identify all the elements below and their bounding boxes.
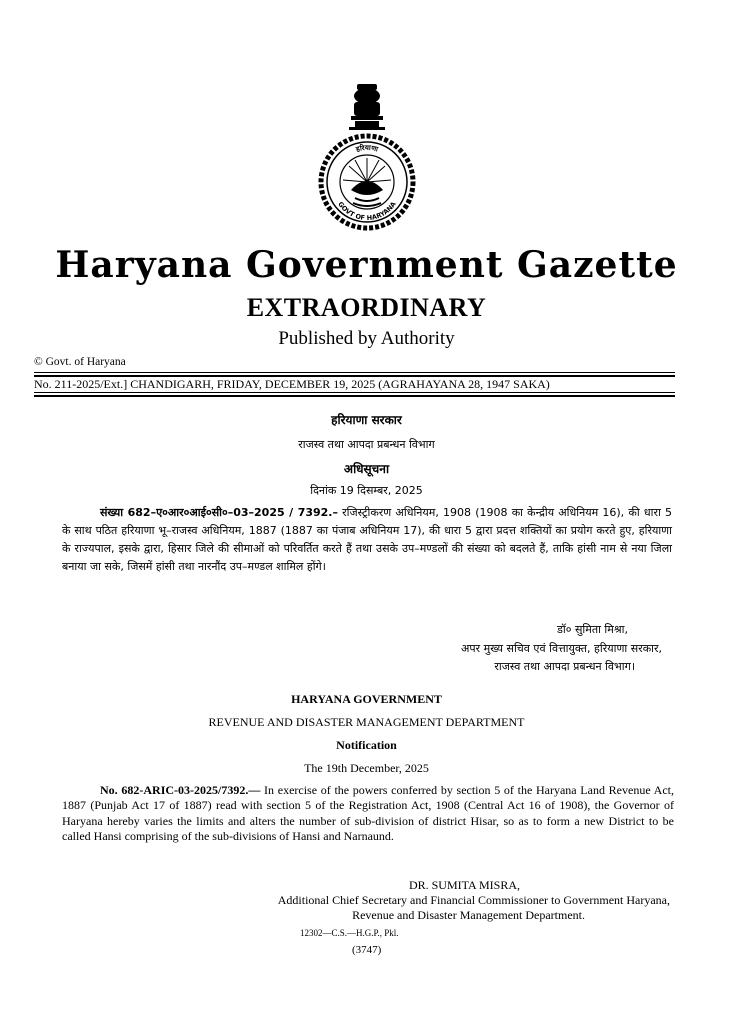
english-notification-text: In exercise of the powers conferred by section 5 of the Haryana Land Revenue Act, 1887 (Punjab Act 17 of 1887) read with section 5 of the Registration Act, 1908 (Central Act 16 of 1908), the Governor of Haryana hereby varies the limits and alters the number of sub-division of district Hisar, so as to form a new District to be called Hansi comprising of the sub-divisions of Hansi and Narnaund. bbox=[62, 783, 675, 844]
copyright: © Govt. of Haryana bbox=[34, 356, 126, 368]
hindi-notification-text: रजिस्ट्रीकरण अधिनियम, 1908 (1908 का केन्द्रीय अधिनियम 16), की धारा 5 के साथ पठित हरियाणा भू–राजस्व अधिनियम, 1887 (1887 का पंजाब अधिनियम 17), की धारा 5 द्वारा प्रदत्त शक्तियों का प्रयोग करते हुए, हरियाणा के राज्यपाल, इसके द्वारा, हिसार जिले की सीमाओं को परिवर्तित करते हैं तथा उसके उप–मण्डलों की संख्या को बदलते हैं, ताकि हांसी नाम से नया जिला बनाया जा सके, जिसमें हांसी तथा नारनौंद उप–मण्डल शामिल होंगे। bbox=[62, 506, 672, 573]
english-signature-dept: Revenue and Disaster Management Department. bbox=[352, 908, 585, 922]
hindi-notification-body bbox=[62, 504, 672, 576]
emblem-top-text: हरियाणा bbox=[355, 143, 379, 154]
hindi-date: दिनांक 19 दिसम्बर, 2025 bbox=[310, 484, 423, 497]
hindi-signature-title: अपर मुख्य सचिव एवं वित्तायुक्त, हरियाणा सरकार, bbox=[460, 642, 662, 655]
hindi-signature-dept: राजस्व तथा आपदा प्रबन्धन विभाग। bbox=[494, 660, 635, 673]
hindi-notification-heading: अधिसूचना bbox=[343, 462, 390, 476]
hindi-notification-number: संख्या 682–ए०आर०आई०सी०–03–2025 / 7392.– bbox=[100, 506, 338, 519]
hindi-dept-heading: राजस्व तथा आपदा प्रबन्धन विभाग bbox=[298, 438, 435, 451]
english-govt-heading: HARYANA GOVERNMENT bbox=[291, 692, 442, 706]
english-signature-title: Additional Chief Secretary and Financial Commissioner to Government Haryana, bbox=[277, 893, 670, 907]
svg-text:GOVT OF HARYANA bbox=[336, 200, 397, 222]
page-number: (3747) bbox=[352, 944, 382, 956]
gazette-dateline: No. 211-2025/Ext.] CHANDIGARH, FRIDAY, DECEMBER 19, 2025 (AGRAHAYANA 28, 1947 SAKA) bbox=[34, 377, 550, 391]
emblem-bottom-text: GOVT OF HARYANA bbox=[336, 200, 398, 223]
divider-top-thin bbox=[34, 372, 675, 373]
published-by: Published by Authority bbox=[278, 328, 455, 349]
english-dept-heading: REVENUE AND DISASTER MANAGEMENT DEPARTMENT bbox=[208, 715, 525, 729]
english-notification-heading: Notification bbox=[336, 738, 397, 752]
hindi-govt-heading: हरियाणा सरकार bbox=[331, 413, 402, 427]
print-reference: 12302—C.S.—H.G.P., Pkl. bbox=[300, 928, 399, 938]
divider-bottom-thin bbox=[34, 392, 675, 393]
hindi-signature-name: डॉ० सुमिता मिश्रा, bbox=[557, 623, 628, 636]
english-signature-name: DR. SUMITA MISRA, bbox=[408, 878, 520, 892]
gazette-subtitle: EXTRAORDINARY bbox=[246, 293, 487, 322]
english-notification-number: No. 682-ARIC-03-2025/7392.— bbox=[100, 783, 261, 797]
english-date: The 19th December, 2025 bbox=[304, 761, 429, 775]
svg-text:हरियाणा bbox=[354, 143, 380, 154]
english-notification-body bbox=[62, 783, 674, 845]
haryana-emblem-icon bbox=[305, 82, 429, 232]
divider-bottom-thick bbox=[34, 395, 675, 397]
gazette-title: Haryana Government Gazette bbox=[55, 244, 678, 286]
